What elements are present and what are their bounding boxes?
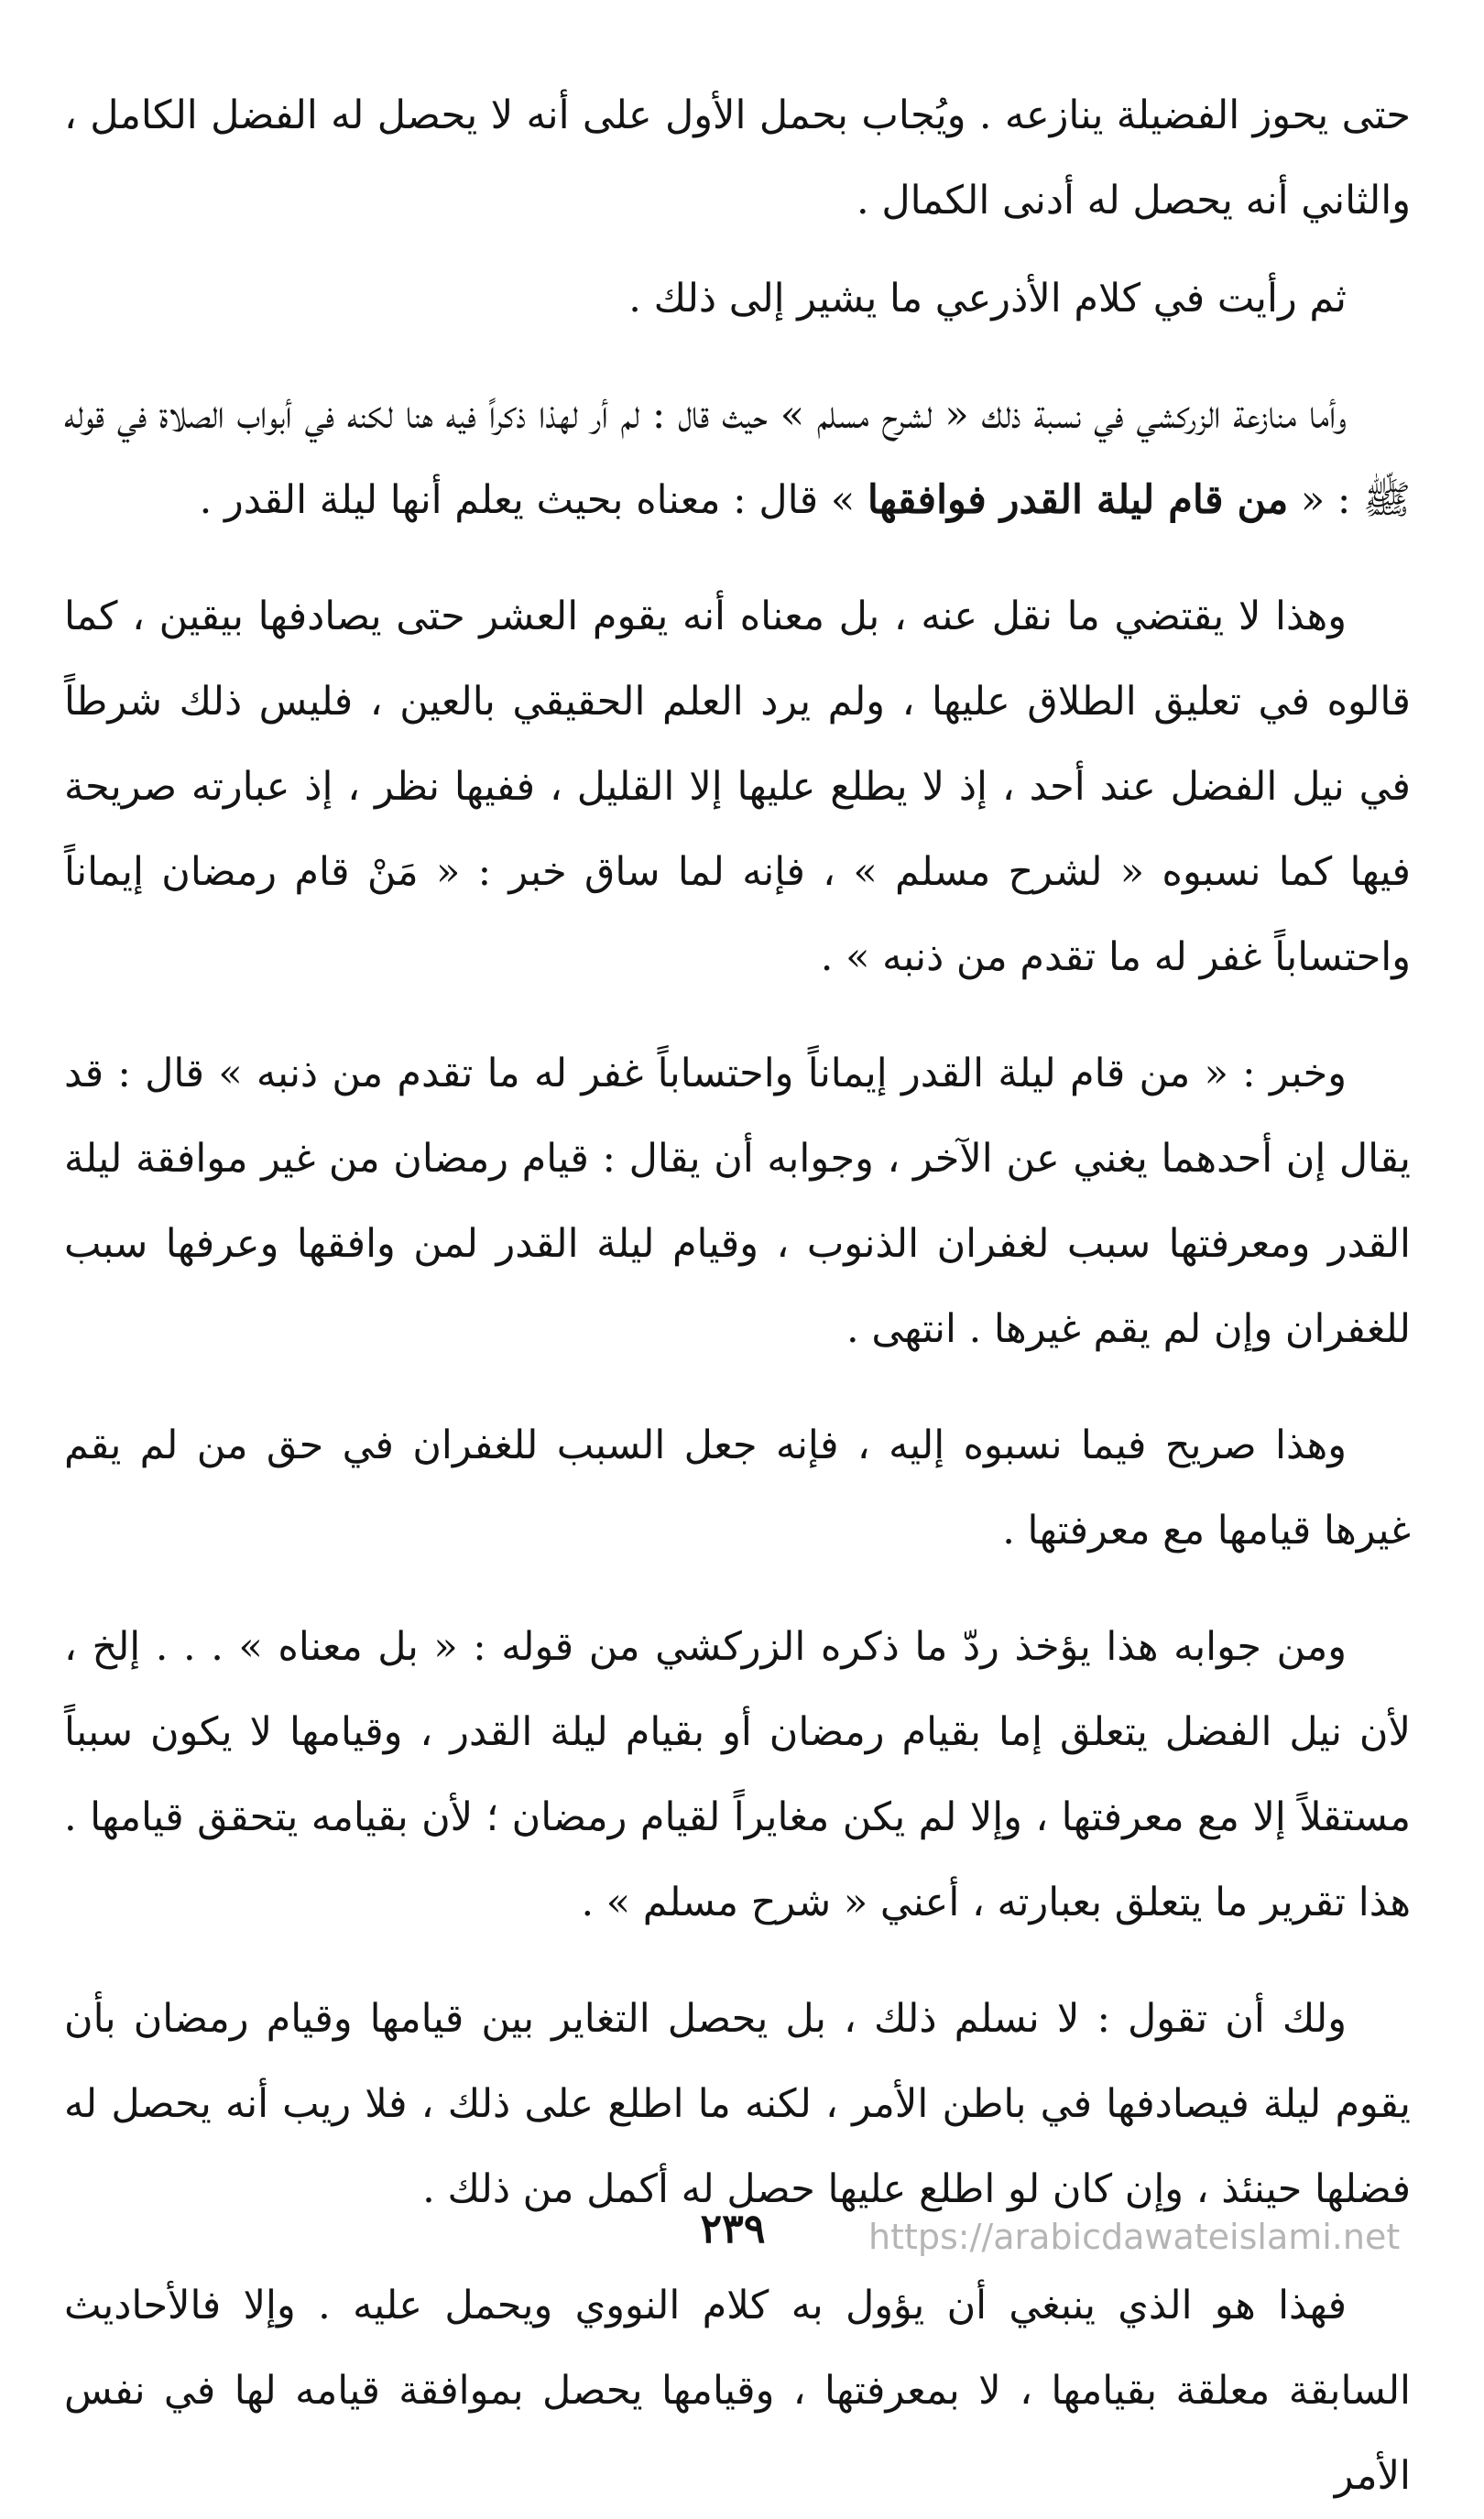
paragraph-7	[64, 1605, 1411, 1946]
paragraph-3-text-a: وأما منازعة الزركشي في نسبة ذلك « لشرح مسلم » حيث قال : لم أر لهذا ذكراً فيه هنا لكنه في أبواب الصلاة في قوله ﷺ : «	[64, 392, 1411, 523]
paragraph-9-text: فهذا هو الذي ينبغي أن يؤول به كلام النووي ويحمل عليه . وإلا فالأحاديث السابقة معلقة بقيامها ، لا بمعرفتها ، وقيامها يحصل بموافقة قيامه لها في نفس الأمر	[64, 2283, 1411, 2499]
paragraph-6	[64, 1403, 1411, 1574]
paragraph-2-text: ثم رأيت في كلام الأذرعي ما يشير إلى ذلك .	[628, 276, 1347, 322]
page-number: ٢٣٩	[700, 2206, 766, 2252]
source-watermark: https://arabicdawateislami.net	[868, 2217, 1401, 2257]
paragraph-5-text: وخبر : « من قام ليلة القدر إيماناً واحتساباً غفر له ما تقدم من ذنبه » قال : قد يقال إن أحدهما يغني عن الآخر ، وجوابه أن يقال : قيام رمضان من غير موافقة ليلة القدر ومعرفتها سبب لغفران الذنوب ، وقيام ليلة القدر لمن وافقها وعرفها سبب للغفران وإن لم يقم غيرها . انتهى .	[64, 1051, 1411, 1352]
paragraph-7-text: ومن جوابه هذا يؤخذ ردّ ما ذكره الزركشي من قوله : « بل معناه » . . . إلخ ، لأن نيل الفضل يتعلق إما بقيام رمضان أو بقيام ليلة القدر ، وقيامها لا يكون سبباً مستقلاً إلا مع معرفتها ، وإلا لم يكن مغايراً لقيام رمضان ؛ لأن بقيامه يتحقق قيامها . هذا تقرير ما يتعلق بعبارته ، أعني « شرح مسلم » .	[64, 1624, 1411, 1925]
paragraph-8	[64, 1977, 1411, 2232]
hadith-quote-bold: من قام ليلة القدر فوافقها	[867, 477, 1289, 523]
paragraph-6-text: وهذا صريح فيما نسبوه إليه ، فإنه جعل السبب للغفران في حق من لم يقم غيرها قيامها مع معرفتها .	[64, 1423, 1411, 1554]
paragraph-9	[64, 2263, 1411, 2519]
paragraph-4-text: وهذا لا يقتضي ما نقل عنه ، بل معناه أنه يقوم العشر حتى يصادفها بيقين ، كما قالوه في تعليق الطلاق عليها ، ولم يرد العلم الحقيقي بالعين ، فليس ذلك شرطاً في نيل الفضل عند أحد ، إذ لا يطلع عليها إلا القليل ، ففيها نظر ، إذ عبارته صريحة فيها كما نسبوه « لشرح مسلم » ، فإنه لما ساق خبر : « مَنْ قام رمضان إيماناً واحتساباً غفر له ما تقدم من ذنبه » .	[64, 594, 1411, 980]
paragraph-2	[64, 256, 1411, 342]
paragraph-5	[64, 1031, 1411, 1372]
paragraph-3-text-b: » قال : معناه بحيث يعلم أنها ليلة القدر .	[199, 477, 867, 523]
paragraph-1	[64, 73, 1411, 244]
paragraph-4	[64, 574, 1411, 1000]
paragraph-1-text: حتى يحوز الفضيلة ينازعه . ويُجاب بحمل الأول على أنه لا يحصل له الفضل الكامل ، والثاني أنه يحصل له أدنى الكمال .	[64, 93, 1411, 224]
paragraph-3	[64, 373, 1411, 543]
paragraph-8-text: ولك أن تقول : لا نسلم ذلك ، بل يحصل التغاير بين قيامها وقيام رمضان بأن يقوم ليلة فيصادفها في باطن الأمر ، لكنه ما اطلع على ذلك ، فلا ريب أنه يحصل له فضلها حينئذ ، وإن كان لو اطلع عليها حصل له أكمل من ذلك .	[64, 1996, 1411, 2212]
